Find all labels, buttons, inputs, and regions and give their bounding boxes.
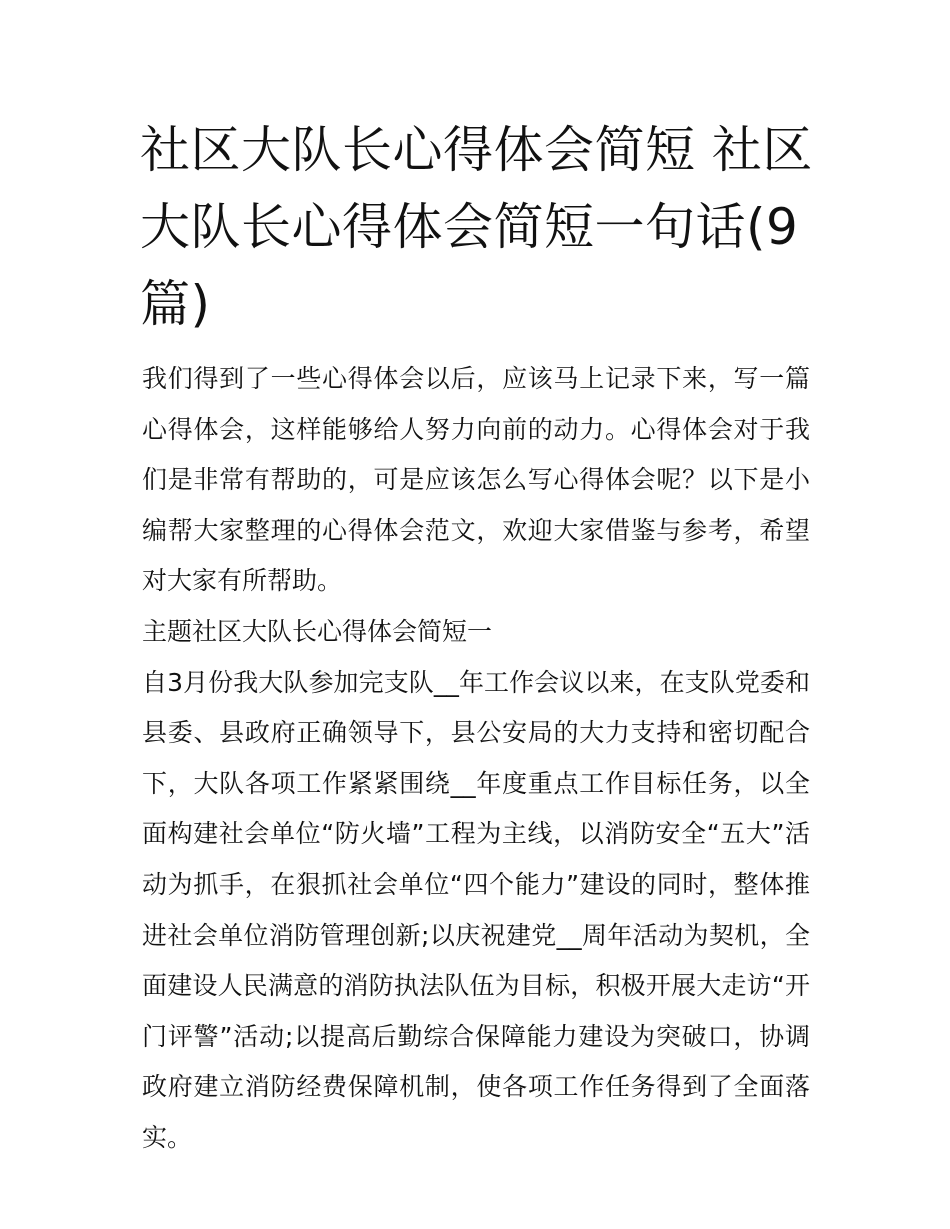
section-heading: 主题社区大队长心得体会简短一 [142, 616, 493, 646]
intro-paragraph: 我们得到了一些心得体会以后，应该马上记录下来，写一篇心得体会，这样能够给人努力向前的动力。心得体会对于我们是非常有帮助的，可是应该怎么写心得体会呢？以下是小编帮大家整理的心得体会范文，欢迎大家借鉴与参考，希望对大家有所帮助。 [142, 364, 810, 596]
section-paragraph: 自3月份我大队参加完支队__年工作会议以来，在支队党委和县委、县政府正确领导下，县公安局的大力支持和密切配合下，大队各项工作紧紧围绕__年度重点工作目标任务，以全面构建社会单位“防火墙”工程为主线，以消防安全“五大”活动为抓手，在狠抓社会单位“四个能力”建设的同时，整体推进社会单位消防管理创新;以庆祝建党__周年活动为契机，全面建设人民满意的消防执法队伍为目标，积极开展大走访“开门评警”活动;以提高后勤综合保障能力建设为突破口，协调政府建立消防经费保障机制，使各项工作任务得到了全面落实。 [142, 667, 810, 1152]
document-body [142, 354, 810, 1164]
document-title: 社区大队长心得体会简短 社区大队长心得体会简短一句话(9篇) [140, 121, 813, 333]
